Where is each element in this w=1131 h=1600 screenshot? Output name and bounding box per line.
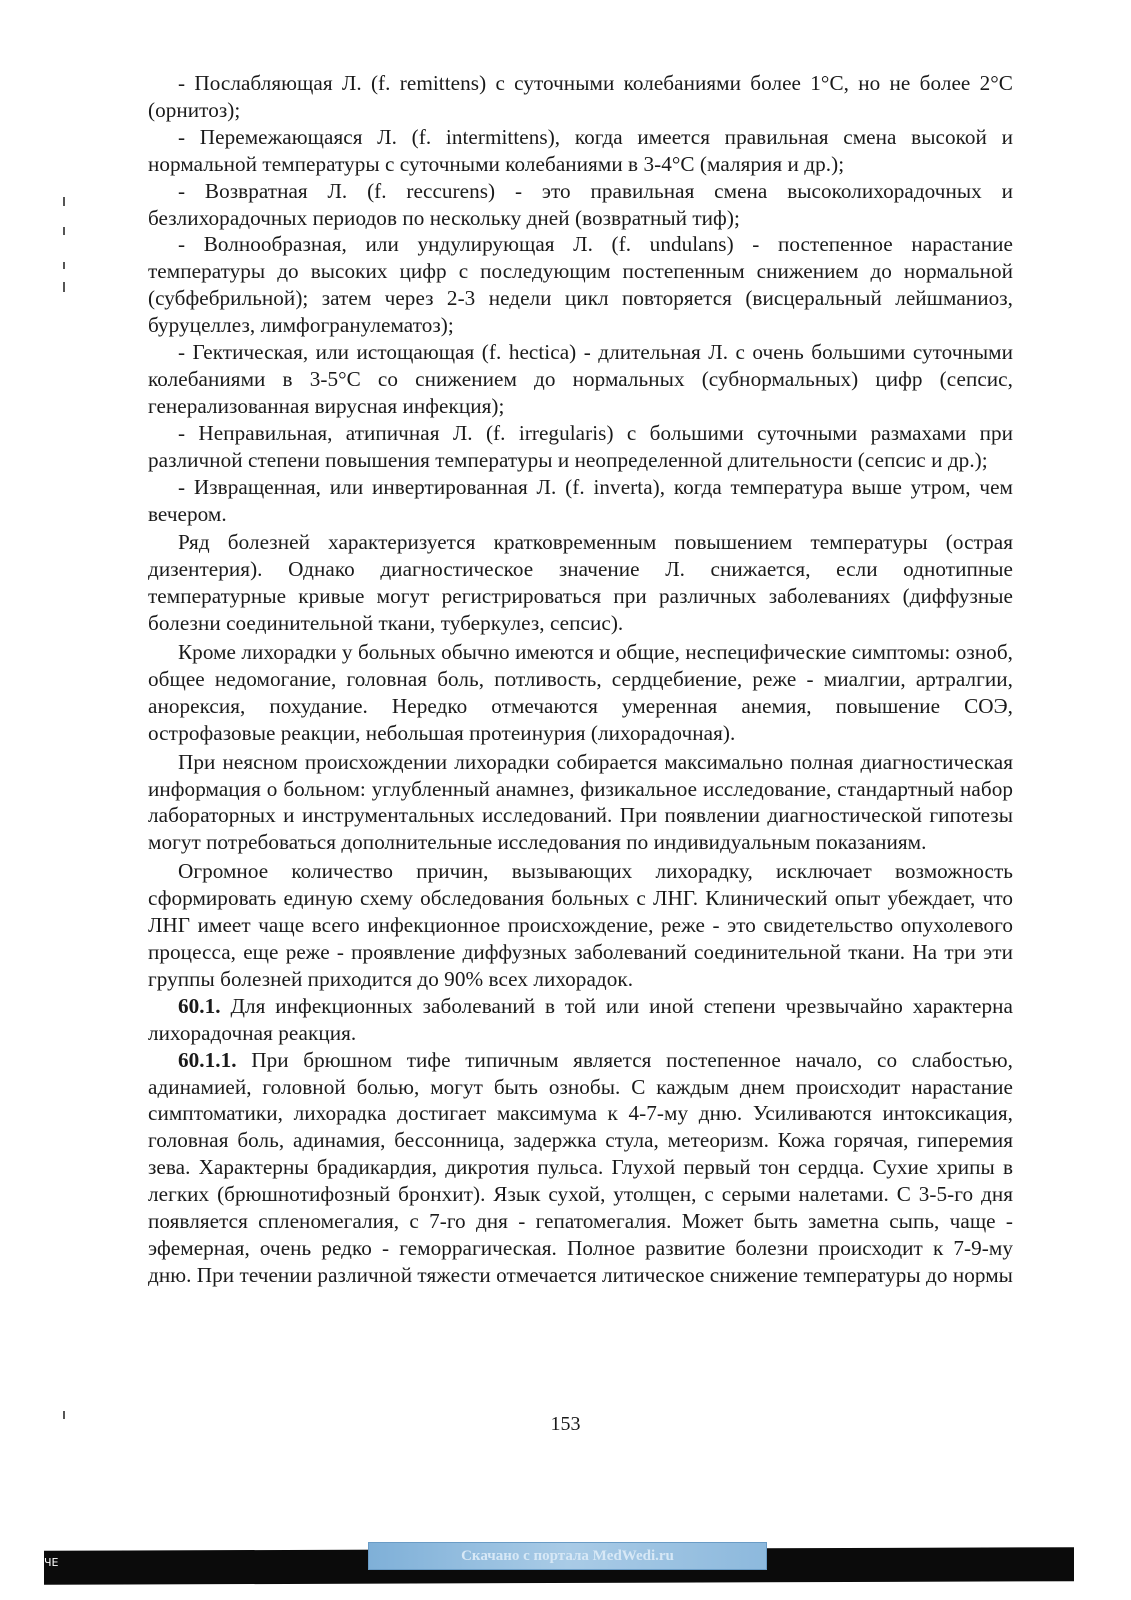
margin-mark — [63, 227, 65, 235]
section-number: 60.1.1. — [178, 1047, 237, 1072]
section-text: При брюшном тифе типичным является постепенное начало, со слабостью, адинамией, головной болью, могут быть ознобы. С каждым днем происходит нарастание симптоматики, лихорадка достигает максимума к 4-7-му дню. Усиливаются интоксикация, головная боль, адинамия, бессонница, задержка стула, метеоризм. Кожа горячая, гиперемия зева. Характерны брадикардия, дикротия пульса. Глухой первый тон сердца. Сухие хрипы в легких (брюшнотифозный бронхит). Язык сухой, утолщен, с серыми налетами. С 3-5-го дня появляется спленомегалия, с 7-го дня - гепатомегалия. Может быть заметна сыпь, чаще - эфемерная, очень редко - геморрагическая. Полное развитие болезни происходит к 7-9-му дню. При течении различной тяжести отмечается литическое снижение температуры до нормы — [148, 1047, 1013, 1287]
paragraph: - Гектическая, или истощающая (f. hectica) - длительная Л. с очень большими суточными колебаниями в 3-5°С со снижением до нормальных (субнормальных) цифр (сепсис, генерализованная вирусная инфекция); — [148, 340, 1013, 418]
section-60-1 — [148, 993, 1013, 1047]
paragraph: - Возвратная Л. (f. reccurens) - это правильная смена высоколихорадочных и безлихорадочных периодов по нескольку дней (возвратный тиф); — [148, 178, 1013, 230]
margin-mark — [63, 262, 65, 269]
section-60-1-1 — [148, 1047, 1013, 1289]
margin-mark — [63, 197, 65, 206]
paragraph: - Послабляющая Л. (f. remittens) с суточными колебаниями более 1°С, но не более 2°С (орнитоз); — [148, 71, 1013, 122]
page-number: 153 — [550, 1413, 581, 1435]
banner-text: Скачано с портала MedWedi.ru — [461, 1548, 674, 1564]
section-text: Для инфекционных заболеваний в той или иной степени чрезвычайно характерна лихорадочная реакция. — [148, 993, 1013, 1045]
margin-mark — [63, 282, 65, 292]
paragraph: - Извращенная, или инвертированная Л. (f. inverta), когда температура выше утром, чем вечером. — [148, 474, 1013, 526]
body-text — [148, 70, 1013, 1289]
corner-mark: ЧЕ — [44, 1556, 59, 1569]
paragraph: При неясном происхождении лихорадки собирается максимально полная диагностическая информация о больном: углубленный анамнез, физикальное исследование, стандартный набор лабораторных и инструментальных исследований. При появлении диагностической гипотезы могут потребоваться дополнительные исследования по индивидуальным показаниям. — [148, 749, 1013, 855]
section-number: 60.1. — [178, 993, 221, 1018]
paragraph: - Перемежающаяся Л. (f. intermittens), когда имеется правильная смена высокой и нормальной температуры с суточными колебаниями в 3-4°С (малярия и др.); — [148, 124, 1013, 176]
download-banner[interactable] — [368, 1542, 767, 1570]
paragraph: - Волнообразная, или ундулирующая Л. (f. undulans) - постепенное нарастание температуры до высоких цифр с последующим постепенным снижением до нормальной (субфебрильной); затем через 2-3 недели цикл повторяется (висцеральный лейшманиоз, буруцеллез, лимфогранулематоз); — [148, 232, 1013, 338]
paragraph: Ряд болезней характеризуется кратковременным повышением температуры (острая дизентерия). Однако диагностическое значение Л. снижается, если однотипные температурные кривые могут регистрироваться при различных заболеваниях (диффузные болезни соединительной ткани, туберкулез, сепсис). — [148, 530, 1013, 636]
paragraph: - Неправильная, атипичная Л. (f. irregularis) с большими суточными размахами при различной степени повышения температуры и неопределенной длительности (сепсис и др.); — [148, 420, 1013, 472]
paragraph: Кроме лихорадки у больных обычно имеются и общие, неспецифические симптомы: озноб, общее недомогание, головная боль, потливость, сердцебиение, реже - миалгии, артралгии, анорексия, похудание. Нередко отмечаются умеренная анемия, повышение СОЭ, острофазовые реакции, небольшая протеинурия (лихорадочная). — [148, 640, 1013, 745]
paragraph: Огромное количество причин, вызывающих лихорадку, исключает возможность сформировать единую схему обследования больных с ЛНГ. Клинический опыт убеждает, что ЛНГ имеет чаще всего инфекционное происхождение, реже - это свидетельство опухолевого процесса, еще реже - проявление диффузных заболеваний соединительной ткани. На три эти группы болезней приходится до 90% всех лихорадок. — [148, 859, 1013, 991]
